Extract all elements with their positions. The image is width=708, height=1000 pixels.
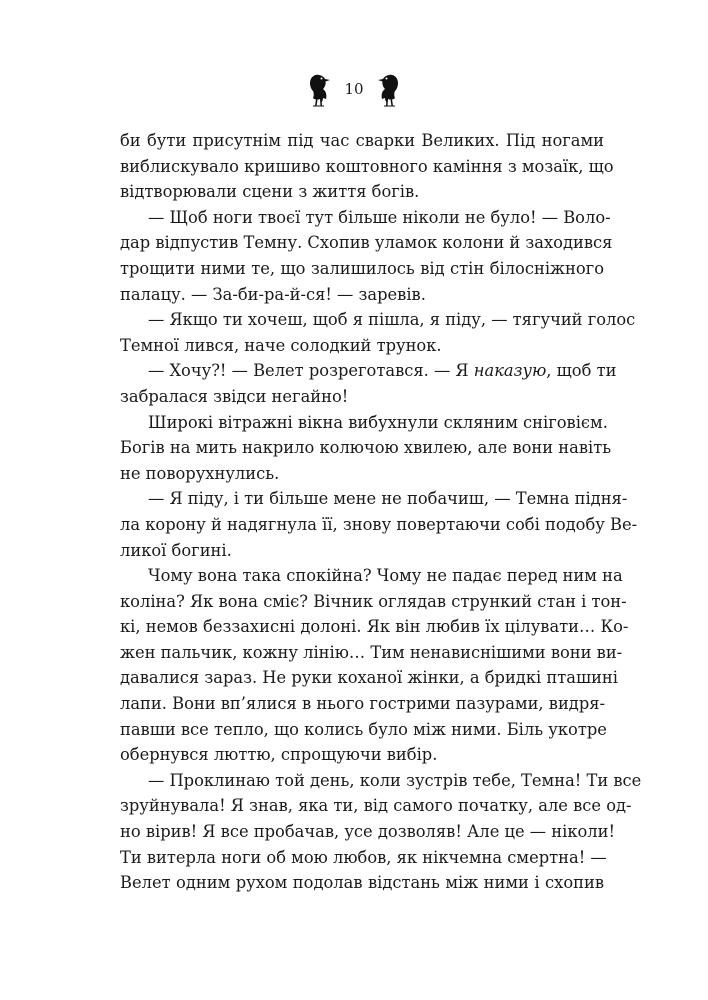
text-line: павши все тепло, що колись було між ними. Біль укотре xyxy=(120,719,607,739)
text-line: забралася звідси негайно! xyxy=(120,386,349,406)
raven-icon xyxy=(304,69,334,107)
text-line: — Щоб ноги твоєї тут більше ніколи не було! — Воло- xyxy=(148,207,611,227)
raven-icon xyxy=(374,69,404,107)
emphasized-word: наказую xyxy=(473,361,547,381)
text-line: ла корону й надягнула її, знову повертаючи собі подобу Ве- xyxy=(120,514,638,534)
text-line: коліна? Як вона сміє? Вічник оглядав стрункий стан і тон- xyxy=(120,591,627,611)
text-line: Темної лився, наче солодкий трунок. xyxy=(120,335,442,355)
text-line: Велет одним рухом подолав відстань між ними і схопив xyxy=(120,873,604,893)
text-line: би бути присутнім під час сварки Великих. Під ногами xyxy=(120,131,604,150)
text-line: зруйнувала! Я знав, яка ти, від самого початку, але все од- xyxy=(120,796,632,816)
text-line: жен пальчик, кожну лінію… Тим ненависнішими вони ви- xyxy=(120,642,623,662)
text-line xyxy=(120,358,617,384)
text-line: палацу. — За-би-ра-й-ся! — заревів. xyxy=(120,284,426,304)
text-line: не поворухнулись. xyxy=(120,463,280,483)
text-line: — Якщо ти хочеш, щоб я пішла, я піду, — тягучий голос xyxy=(148,310,636,330)
text-line: ликої богині. xyxy=(120,540,232,560)
text-line: дар відпустив Темну. Схопив уламок колони й заходився xyxy=(120,233,613,253)
text-line: Богів на мить накрило колючою хвилею, але вони навіть xyxy=(120,438,612,458)
text-run: , щоб ти xyxy=(546,361,617,381)
text-line: відтворювали сцени з життя богів. xyxy=(120,182,420,202)
text-line: лапи. Вони вп’ялися в нього гострими пазурами, видря- xyxy=(120,694,606,714)
text-line: но вірив! Я все пробачав, усе дозволяв! Але це — ніколи! xyxy=(120,822,616,842)
body-text xyxy=(120,128,642,896)
text-line: обернувся люттю, спрощуючи вибір. xyxy=(120,745,438,765)
text-line: Ти витерла ноги об мою любов, як нікчемна смертна! — xyxy=(120,847,607,867)
text-line: Широкі вітражні вікна вибухнули скляним сніговієм. xyxy=(148,412,608,432)
text-line: виблискувало кришиво коштовного каміння з мозаїк, що xyxy=(120,156,614,176)
text-line: — Проклинаю той день, коли зустрів тебе, Темна! Ти все xyxy=(148,770,642,790)
page-number: 10 xyxy=(344,79,364,98)
text-line: Чому вона така спокійна? Чому не падає перед ним на xyxy=(148,566,623,586)
text-line: кі, немов беззахисні долоні. Як він любив їх цілувати… Ко- xyxy=(120,617,629,637)
text-line: трощити ними те, що залишилось від стін білосніжного xyxy=(120,258,604,278)
page-header xyxy=(0,66,708,110)
text-run: — Хочу?! — Велет розреготався. — Я xyxy=(148,361,474,381)
text-line: давалися зараз. Не руки коханої жінки, а бридкі пташині xyxy=(120,668,618,688)
text-line: — Я піду, і ти більше мене не побачиш, — Темна підня- xyxy=(148,489,628,509)
